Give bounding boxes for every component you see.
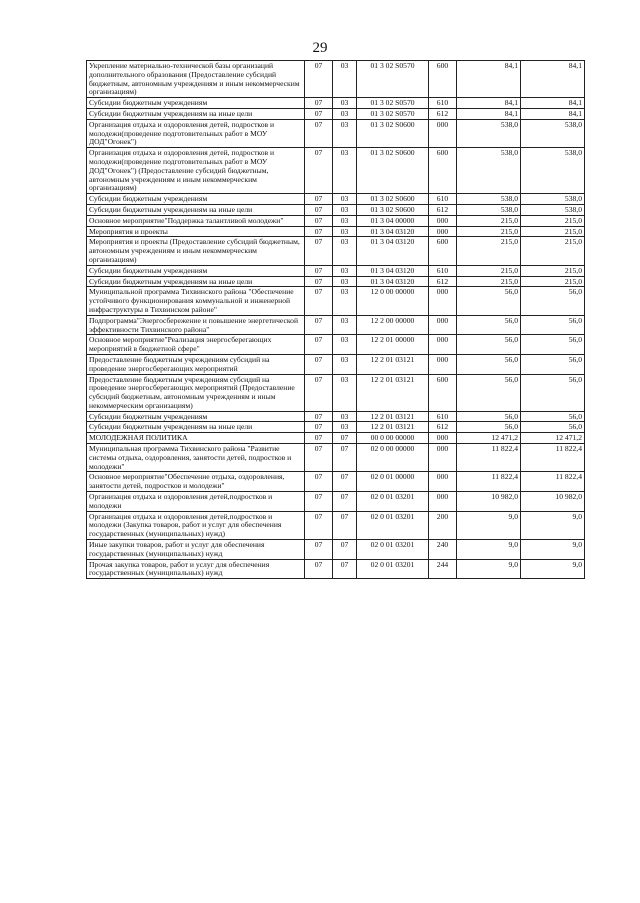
section-cell: 07 (305, 215, 333, 226)
target-article-cell: 01 3 02 S0600 (357, 194, 429, 205)
subsection-cell: 03 (333, 315, 357, 335)
target-article-cell: 01 3 02 S0600 (357, 119, 429, 147)
section-cell: 07 (305, 204, 333, 215)
section-cell: 07 (305, 148, 333, 194)
amount-2-cell: 215,0 (521, 237, 585, 265)
row-name-cell: Организация отдыха и оздоровления детей,подростков и молодежи (Закупка товаров, работ и услуг для обеспечения государственных (муниципальных) нужд) (87, 511, 305, 539)
row-name-cell: Основное мероприятие"Реализация энергосберегающих мероприятий в бюджетной сфере" (87, 335, 305, 355)
table-row (87, 237, 585, 265)
section-cell: 07 (305, 433, 333, 444)
amount-2-cell: 56,0 (521, 422, 585, 433)
expense-type-cell: 000 (429, 119, 457, 147)
subsection-cell: 03 (333, 119, 357, 147)
amount-cell: 56,0 (457, 287, 521, 315)
table-row (87, 108, 585, 119)
amount-2-cell: 84,1 (521, 108, 585, 119)
table-row (87, 226, 585, 237)
section-cell: 07 (305, 108, 333, 119)
target-article-cell: 12 2 01 03121 (357, 411, 429, 422)
amount-cell: 215,0 (457, 237, 521, 265)
target-article-cell: 01 3 02 S0600 (357, 204, 429, 215)
table-row (87, 354, 585, 374)
expense-type-cell: 000 (429, 335, 457, 355)
section-cell: 07 (305, 411, 333, 422)
amount-cell: 56,0 (457, 315, 521, 335)
expense-type-cell: 244 (429, 559, 457, 579)
amount-cell: 215,0 (457, 276, 521, 287)
row-name-cell: Субсидии бюджетным учреждениям (87, 194, 305, 205)
table-row (87, 444, 585, 472)
amount-cell: 538,0 (457, 194, 521, 205)
amount-2-cell: 11 822,4 (521, 444, 585, 472)
amount-2-cell: 215,0 (521, 215, 585, 226)
row-name-cell: Мероприятия и проекты (87, 226, 305, 237)
subsection-cell: 07 (333, 511, 357, 539)
subsection-cell: 03 (333, 374, 357, 411)
subsection-cell: 03 (333, 61, 357, 98)
table-row (87, 204, 585, 215)
target-article-cell: 12 2 01 03121 (357, 374, 429, 411)
expense-type-cell: 000 (429, 354, 457, 374)
target-article-cell: 01 3 04 00000 (357, 215, 429, 226)
amount-2-cell: 56,0 (521, 287, 585, 315)
amount-cell: 56,0 (457, 422, 521, 433)
row-name-cell: Предоставление бюджетным учреждениям субсидий на проведение энергосберегающих мероприятий (87, 354, 305, 374)
target-article-cell: 12 2 01 00000 (357, 335, 429, 355)
section-cell: 07 (305, 492, 333, 512)
amount-cell: 56,0 (457, 411, 521, 422)
row-name-cell: Субсидии бюджетным учреждениям на иные цели (87, 204, 305, 215)
table-row (87, 559, 585, 579)
table-row (87, 276, 585, 287)
amount-2-cell: 215,0 (521, 265, 585, 276)
expense-type-cell: 600 (429, 61, 457, 98)
table-row (87, 433, 585, 444)
section-cell: 07 (305, 374, 333, 411)
amount-cell: 10 982,0 (457, 492, 521, 512)
subsection-cell: 03 (333, 108, 357, 119)
row-name-cell: Субсидии бюджетным учреждениям (87, 411, 305, 422)
amount-2-cell: 12 471,2 (521, 433, 585, 444)
section-cell: 07 (305, 472, 333, 492)
target-article-cell: 02 0 01 03201 (357, 492, 429, 512)
amount-2-cell: 538,0 (521, 204, 585, 215)
table-row (87, 511, 585, 539)
subsection-cell: 03 (333, 148, 357, 194)
target-article-cell: 01 3 04 03120 (357, 265, 429, 276)
row-name-cell: Прочая закупка товаров, работ и услуг для обеспечения государственных (муниципальных) нужд (87, 559, 305, 579)
amount-2-cell: 9,0 (521, 540, 585, 560)
subsection-cell: 07 (333, 492, 357, 512)
amount-cell: 84,1 (457, 98, 521, 109)
expense-type-cell: 600 (429, 148, 457, 194)
amount-cell: 11 822,4 (457, 472, 521, 492)
row-name-cell: Мероприятия и проекты (Предоставление субсидий бюджетным, автономным учреждениям и иным некоммерческим организациям) (87, 237, 305, 265)
target-article-cell: 01 3 02 S0570 (357, 61, 429, 98)
table-row (87, 374, 585, 411)
amount-cell: 9,0 (457, 559, 521, 579)
expense-type-cell: 612 (429, 422, 457, 433)
amount-cell: 215,0 (457, 226, 521, 237)
table-row (87, 148, 585, 194)
section-cell: 07 (305, 237, 333, 265)
target-article-cell: 12 2 01 03121 (357, 354, 429, 374)
row-name-cell: Организация отдыха и оздоровления детей,подростков и молодежи (87, 492, 305, 512)
target-article-cell: 01 3 04 03120 (357, 226, 429, 237)
table-row (87, 422, 585, 433)
table-row (87, 215, 585, 226)
amount-2-cell: 215,0 (521, 276, 585, 287)
amount-2-cell: 9,0 (521, 559, 585, 579)
amount-2-cell: 538,0 (521, 119, 585, 147)
table-row (87, 98, 585, 109)
row-name-cell: Укрепление материально-технической базы организаций дополнительного образования (Предоставление субсидий бюджетным, автономным учреждениям и иным некоммерческим организациям) (87, 61, 305, 98)
row-name-cell: Субсидии бюджетным учреждениям (87, 98, 305, 109)
subsection-cell: 03 (333, 422, 357, 433)
expense-type-cell: 000 (429, 287, 457, 315)
table-row (87, 119, 585, 147)
amount-2-cell: 56,0 (521, 411, 585, 422)
amount-2-cell: 10 982,0 (521, 492, 585, 512)
target-article-cell: 02 0 00 00000 (357, 444, 429, 472)
table-row (87, 492, 585, 512)
row-name-cell: Подпрограмма"Энергосбережение и повышение энергетической эффективности Тихвинского района" (87, 315, 305, 335)
amount-cell: 538,0 (457, 119, 521, 147)
subsection-cell: 03 (333, 335, 357, 355)
section-cell: 07 (305, 194, 333, 205)
table-row (87, 411, 585, 422)
budget-table (86, 60, 585, 579)
target-article-cell: 12 2 01 03121 (357, 422, 429, 433)
amount-2-cell: 11 822,4 (521, 472, 585, 492)
target-article-cell: 01 3 02 S0570 (357, 108, 429, 119)
amount-cell: 538,0 (457, 204, 521, 215)
row-name-cell: Основное мероприятие"Обеспечение отдыха, оздоровления, занятости детей, подростков и молодежи" (87, 472, 305, 492)
amount-cell: 9,0 (457, 540, 521, 560)
amount-cell: 56,0 (457, 374, 521, 411)
target-article-cell: 12 0 00 00000 (357, 287, 429, 315)
expense-type-cell: 000 (429, 492, 457, 512)
table-row (87, 265, 585, 276)
amount-2-cell: 538,0 (521, 148, 585, 194)
subsection-cell: 07 (333, 444, 357, 472)
section-cell: 07 (305, 119, 333, 147)
subsection-cell: 07 (333, 559, 357, 579)
section-cell: 07 (305, 335, 333, 355)
row-name-cell: Организация отдыха и оздоровления детей, подростков и молодежи(проведение подготовительных работ в МОУ ДОД"Огонек") (87, 119, 305, 147)
expense-type-cell: 600 (429, 237, 457, 265)
amount-cell: 215,0 (457, 265, 521, 276)
amount-cell: 56,0 (457, 354, 521, 374)
expense-type-cell: 000 (429, 472, 457, 492)
expense-type-cell: 000 (429, 226, 457, 237)
target-article-cell: 02 0 01 03201 (357, 511, 429, 539)
amount-2-cell: 56,0 (521, 354, 585, 374)
row-name-cell: Организация отдыха и оздоровления детей, подростков и молодежи(проведение подготовительных работ в МОУ ДОД"Огонек") (Предоставление субсидий бюджетным, автономным учреждениям и иным некоммерческим организациям) (87, 148, 305, 194)
table-row (87, 315, 585, 335)
row-name-cell: Основное мероприятие"Поддержка талантливой молодежи" (87, 215, 305, 226)
section-cell: 07 (305, 422, 333, 433)
table-row (87, 472, 585, 492)
amount-2-cell: 56,0 (521, 374, 585, 411)
row-name-cell: Субсидии бюджетным учреждениям (87, 265, 305, 276)
subsection-cell: 03 (333, 411, 357, 422)
subsection-cell: 03 (333, 276, 357, 287)
amount-2-cell: 215,0 (521, 226, 585, 237)
section-cell: 07 (305, 559, 333, 579)
expense-type-cell: 612 (429, 276, 457, 287)
table-row (87, 194, 585, 205)
page-number: 29 (312, 40, 328, 56)
section-cell: 07 (305, 98, 333, 109)
amount-2-cell: 84,1 (521, 98, 585, 109)
amount-2-cell: 56,0 (521, 315, 585, 335)
target-article-cell: 12 2 00 00000 (357, 315, 429, 335)
subsection-cell: 03 (333, 287, 357, 315)
row-name-cell: МОЛОДЕЖНАЯ ПОЛИТИКА (87, 433, 305, 444)
expense-type-cell: 200 (429, 511, 457, 539)
amount-cell: 538,0 (457, 148, 521, 194)
amount-2-cell: 84,1 (521, 61, 585, 98)
subsection-cell: 03 (333, 354, 357, 374)
subsection-cell: 03 (333, 215, 357, 226)
table-row (87, 61, 585, 98)
amount-cell: 215,0 (457, 215, 521, 226)
expense-type-cell: 610 (429, 194, 457, 205)
table-row (87, 335, 585, 355)
section-cell: 07 (305, 276, 333, 287)
amount-2-cell: 9,0 (521, 511, 585, 539)
subsection-cell: 03 (333, 194, 357, 205)
subsection-cell: 03 (333, 237, 357, 265)
subsection-cell: 03 (333, 265, 357, 276)
expense-type-cell: 000 (429, 215, 457, 226)
row-name-cell: Субсидии бюджетным учреждениям на иные цели (87, 422, 305, 433)
target-article-cell: 02 0 01 03201 (357, 559, 429, 579)
expense-type-cell: 610 (429, 265, 457, 276)
amount-2-cell: 538,0 (521, 194, 585, 205)
section-cell: 07 (305, 61, 333, 98)
amount-cell: 12 471,2 (457, 433, 521, 444)
section-cell: 07 (305, 265, 333, 276)
section-cell: 07 (305, 511, 333, 539)
row-name-cell: Предоставление бюджетным учреждениям субсидий на проведение энергосберегающих мероприятий (Предоставление субсидий бюджетным, автономным учреждениям и иным некоммерческим организациям) (87, 374, 305, 411)
amount-cell: 84,1 (457, 108, 521, 119)
section-cell: 07 (305, 540, 333, 560)
expense-type-cell: 610 (429, 411, 457, 422)
section-cell: 07 (305, 287, 333, 315)
section-cell: 07 (305, 226, 333, 237)
target-article-cell: 02 0 01 03201 (357, 540, 429, 560)
expense-type-cell: 612 (429, 204, 457, 215)
subsection-cell: 03 (333, 204, 357, 215)
row-name-cell: Муниципальная программа Тихвинского района "Развитие системы отдыха, оздоровления, занятости детей, подростков и молодежи" (87, 444, 305, 472)
table-row (87, 540, 585, 560)
row-name-cell: Иные закупки товаров, работ и услуг для обеспечения государственных (муниципальных) нужд (87, 540, 305, 560)
subsection-cell: 07 (333, 433, 357, 444)
subsection-cell: 03 (333, 98, 357, 109)
row-name-cell: Субсидии бюджетным учреждениям на иные цели (87, 276, 305, 287)
expense-type-cell: 610 (429, 98, 457, 109)
subsection-cell: 07 (333, 540, 357, 560)
section-cell: 07 (305, 315, 333, 335)
subsection-cell: 03 (333, 226, 357, 237)
table-body (87, 61, 585, 579)
section-cell: 07 (305, 444, 333, 472)
table-row (87, 287, 585, 315)
expense-type-cell: 000 (429, 433, 457, 444)
target-article-cell: 01 3 02 S0600 (357, 148, 429, 194)
target-article-cell: 01 3 02 S0570 (357, 98, 429, 109)
subsection-cell: 07 (333, 472, 357, 492)
expense-type-cell: 000 (429, 315, 457, 335)
amount-2-cell: 56,0 (521, 335, 585, 355)
target-article-cell: 00 0 00 00000 (357, 433, 429, 444)
section-cell: 07 (305, 354, 333, 374)
row-name-cell: Субсидии бюджетным учреждениям на иные цели (87, 108, 305, 119)
expense-type-cell: 600 (429, 374, 457, 411)
expense-type-cell: 612 (429, 108, 457, 119)
amount-cell: 11 822,4 (457, 444, 521, 472)
amount-cell: 9,0 (457, 511, 521, 539)
row-name-cell: Муниципальной программа Тихвинского района "Обеспечение устойчивого функционирования коммунальной и инженерной инфраструктуры в Тихвинском районе" (87, 287, 305, 315)
amount-cell: 84,1 (457, 61, 521, 98)
expense-type-cell: 000 (429, 444, 457, 472)
target-article-cell: 02 0 01 00000 (357, 472, 429, 492)
target-article-cell: 01 3 04 03120 (357, 237, 429, 265)
target-article-cell: 01 3 04 03120 (357, 276, 429, 287)
expense-type-cell: 240 (429, 540, 457, 560)
amount-cell: 56,0 (457, 335, 521, 355)
